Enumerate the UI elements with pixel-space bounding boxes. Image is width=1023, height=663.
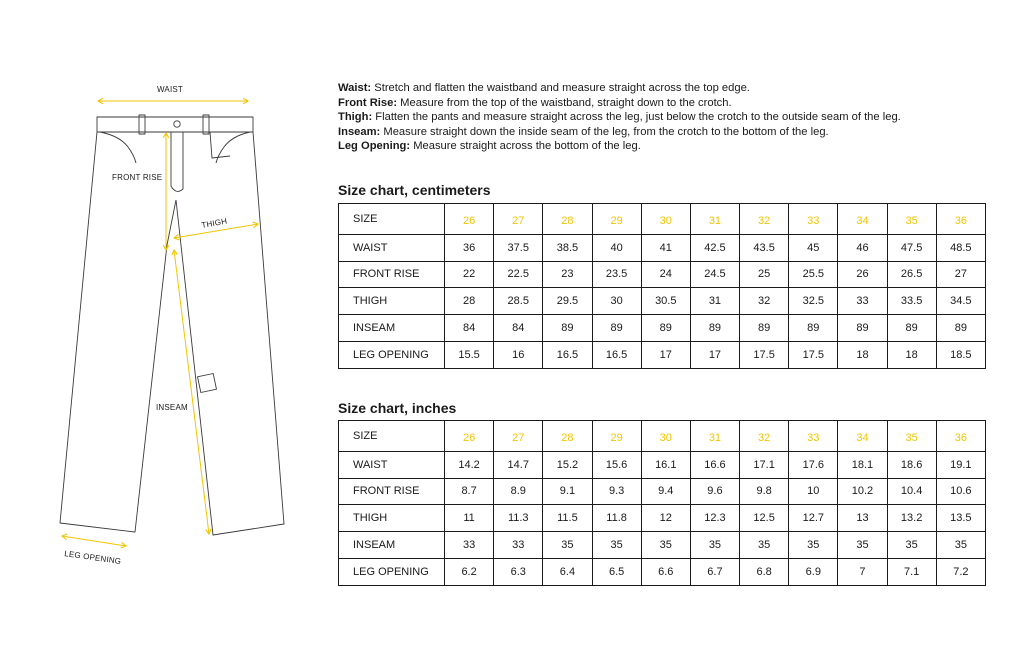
table-row [339,341,986,368]
size-value-cell: 34 [838,421,887,452]
table-cell: 15.2 [543,451,592,478]
table-cell: 10 [789,478,838,505]
belt-loop-left [139,115,145,134]
size-value-cell: 36 [936,204,985,235]
cm-chart-title: Size chart, centimeters [338,182,491,198]
table-cell: 35 [690,532,739,559]
table-row [339,234,986,261]
table-cell: 9.8 [740,478,789,505]
table-cell: 34.5 [936,288,985,315]
row-label: WAIST [339,451,445,478]
table-cell: 89 [936,315,985,342]
table-cell: 25 [740,261,789,288]
instruction-inseam [338,125,998,140]
table-cell: 33.5 [887,288,936,315]
left-leg [60,132,176,532]
size-value-cell: 29 [592,204,641,235]
table-cell: 89 [641,315,690,342]
table-cell: 89 [887,315,936,342]
table-cell: 33 [445,532,494,559]
row-label: SIZE [339,204,445,235]
table-row [339,558,986,585]
thigh-label: THIGH [200,216,228,230]
table-cell: 24 [641,261,690,288]
row-label: INSEAM [339,532,445,559]
instruction-waist [338,81,998,96]
table-row [339,315,986,342]
table-cell: 89 [789,315,838,342]
table-cell: 12.3 [690,505,739,532]
front-rise-label: FRONT RISE [112,173,163,182]
table-cell: 42.5 [690,234,739,261]
table-cell: 89 [592,315,641,342]
table-cell: 35 [789,532,838,559]
table-cell: 10.2 [838,478,887,505]
table-cell: 11 [445,505,494,532]
table-cell: 11.3 [494,505,543,532]
table-row [339,261,986,288]
table-row [339,451,986,478]
table-cell: 33 [494,532,543,559]
table-cell: 24.5 [690,261,739,288]
table-cell: 6.9 [789,558,838,585]
table-row [339,505,986,532]
instruction-term: Leg Opening: [338,140,411,153]
size-value-cell: 29 [592,421,641,452]
table-cell: 18 [838,341,887,368]
table-cell: 41 [641,234,690,261]
waistband [97,117,253,132]
knee-square [198,374,217,393]
table-cell: 16.5 [543,341,592,368]
instruction-term: Front Rise: [338,96,398,109]
table-cell: 26 [838,261,887,288]
table-cell: 11.5 [543,505,592,532]
size-value-cell: 27 [494,421,543,452]
table-cell: 35 [592,532,641,559]
pocket-right [216,132,250,163]
row-label: LEG OPENING [339,558,445,585]
table-cell: 11.8 [592,505,641,532]
table-cell: 7.1 [887,558,936,585]
table-cell: 15.5 [445,341,494,368]
table-cell: 30.5 [641,288,690,315]
size-value-cell: 36 [936,421,985,452]
table-cell: 6.2 [445,558,494,585]
table-cell: 40 [592,234,641,261]
size-value-cell: 33 [789,421,838,452]
table-cell: 13.5 [936,505,985,532]
row-label: THIGH [339,505,445,532]
table-cell: 17.5 [740,341,789,368]
table-cell: 45 [789,234,838,261]
table-cell: 7.2 [936,558,985,585]
table-cell: 35 [887,532,936,559]
instruction-term: Waist: [338,82,372,94]
leg-opening-arrow [62,536,126,546]
instruction-text: Stretch and flatten the waistband and measure straight across the top edge. [371,82,750,94]
table-cell: 28.5 [494,288,543,315]
table-cell: 46 [838,234,887,261]
table-cell: 12 [641,505,690,532]
table-cell: 16.1 [641,451,690,478]
table-cell: 8.9 [494,478,543,505]
table-cell: 32.5 [789,288,838,315]
table-cell: 22 [445,261,494,288]
size-value-cell: 30 [641,421,690,452]
row-label: SIZE [339,421,445,452]
inch-chart-title: Size chart, inches [338,400,457,416]
size-header-row [339,204,986,235]
table-cell: 6.8 [740,558,789,585]
table-cell: 26.5 [887,261,936,288]
table-cell: 16 [494,341,543,368]
instruction-term: Inseam: [338,125,381,138]
table-cell: 84 [494,315,543,342]
instruction-leg-opening [338,139,998,154]
table-cell: 38.5 [543,234,592,261]
table-cell: 27 [936,261,985,288]
table-cell: 89 [740,315,789,342]
pants-measurement-diagram [0,0,330,663]
table-cell: 14.2 [445,451,494,478]
coin-pocket [210,132,230,158]
row-label: THIGH [339,288,445,315]
waist-button [174,121,180,127]
table-cell: 84 [445,315,494,342]
instruction-thigh [338,110,998,125]
table-cell: 6.7 [690,558,739,585]
table-cell: 89 [543,315,592,342]
table-cell: 6.6 [641,558,690,585]
table-cell: 47.5 [887,234,936,261]
right-leg [176,132,284,535]
fly-seam [171,132,183,191]
table-cell: 89 [690,315,739,342]
row-label: WAIST [339,234,445,261]
table-cell: 18.1 [838,451,887,478]
table-cell: 22.5 [494,261,543,288]
table-cell: 9.1 [543,478,592,505]
table-cell: 48.5 [936,234,985,261]
instruction-text: Measure straight across the bottom of the leg. [410,140,641,153]
size-value-cell: 32 [740,204,789,235]
leg-opening-label: LEG OPENING [63,549,122,566]
table-cell: 17 [641,341,690,368]
table-cell: 14.7 [494,451,543,478]
table-cell: 6.4 [543,558,592,585]
inseam-label: INSEAM [156,403,188,412]
table-cell: 37.5 [494,234,543,261]
instruction-text: Flatten the pants and measure straight across the leg, just below the crotch to the outside seam of the leg. [372,111,901,124]
table-cell: 31 [690,288,739,315]
size-header-row [339,421,986,452]
size-value-cell: 35 [887,204,936,235]
table-cell: 17.1 [740,451,789,478]
table-cell: 6.5 [592,558,641,585]
table-cell: 7 [838,558,887,585]
size-value-cell: 27 [494,204,543,235]
table-cell: 35 [740,532,789,559]
table-cell: 23.5 [592,261,641,288]
table-cell: 13.2 [887,505,936,532]
table-cell: 10.6 [936,478,985,505]
table-cell: 9.6 [690,478,739,505]
instruction-front-rise [338,96,998,111]
instruction-text: Measure from the top of the waistband, straight down to the crotch. [397,96,732,109]
size-value-cell: 26 [445,421,494,452]
inch-size-table [338,420,986,586]
table-cell: 18.6 [887,451,936,478]
table-cell: 10.4 [887,478,936,505]
size-value-cell: 26 [445,204,494,235]
table-cell: 16.5 [592,341,641,368]
table-cell: 17.6 [789,451,838,478]
table-cell: 89 [838,315,887,342]
table-cell: 13 [838,505,887,532]
size-value-cell: 28 [543,421,592,452]
table-row [339,478,986,505]
table-cell: 30 [592,288,641,315]
table-cell: 23 [543,261,592,288]
table-cell: 35 [838,532,887,559]
row-label: FRONT RISE [339,478,445,505]
table-cell: 43.5 [740,234,789,261]
measurement-instructions [338,81,998,154]
cm-size-table [338,203,986,369]
instruction-term: Thigh: [338,111,373,124]
size-value-cell: 34 [838,204,887,235]
row-label: LEG OPENING [339,341,445,368]
pocket-left [100,132,136,163]
table-cell: 18 [887,341,936,368]
table-cell: 17 [690,341,739,368]
table-cell: 29.5 [543,288,592,315]
row-label: FRONT RISE [339,261,445,288]
size-value-cell: 32 [740,421,789,452]
waist-label: WAIST [156,85,184,94]
table-cell: 35 [543,532,592,559]
size-value-cell: 31 [690,421,739,452]
size-value-cell: 33 [789,204,838,235]
table-cell: 15.6 [592,451,641,478]
table-row [339,288,986,315]
table-cell: 8.7 [445,478,494,505]
table-cell: 25.5 [789,261,838,288]
table-cell: 12.5 [740,505,789,532]
size-value-cell: 30 [641,204,690,235]
table-cell: 16.6 [690,451,739,478]
belt-loop-right [203,115,209,134]
table-cell: 19.1 [936,451,985,478]
table-cell: 35 [936,532,985,559]
table-cell: 18.5 [936,341,985,368]
table-cell: 9.3 [592,478,641,505]
table-cell: 12.7 [789,505,838,532]
table-cell: 17.5 [789,341,838,368]
measurement-arrows [62,101,258,546]
table-cell: 33 [838,288,887,315]
row-label: INSEAM [339,315,445,342]
table-cell: 35 [641,532,690,559]
table-cell: 36 [445,234,494,261]
table-cell: 9.4 [641,478,690,505]
table-cell: 28 [445,288,494,315]
instruction-text: Measure straight down the inside seam of the leg, from the crotch to the bottom of the leg. [380,125,829,138]
table-cell: 32 [740,288,789,315]
size-value-cell: 35 [887,421,936,452]
table-row [339,532,986,559]
size-value-cell: 31 [690,204,739,235]
size-value-cell: 28 [543,204,592,235]
pants-outline [60,115,284,535]
table-cell: 6.3 [494,558,543,585]
